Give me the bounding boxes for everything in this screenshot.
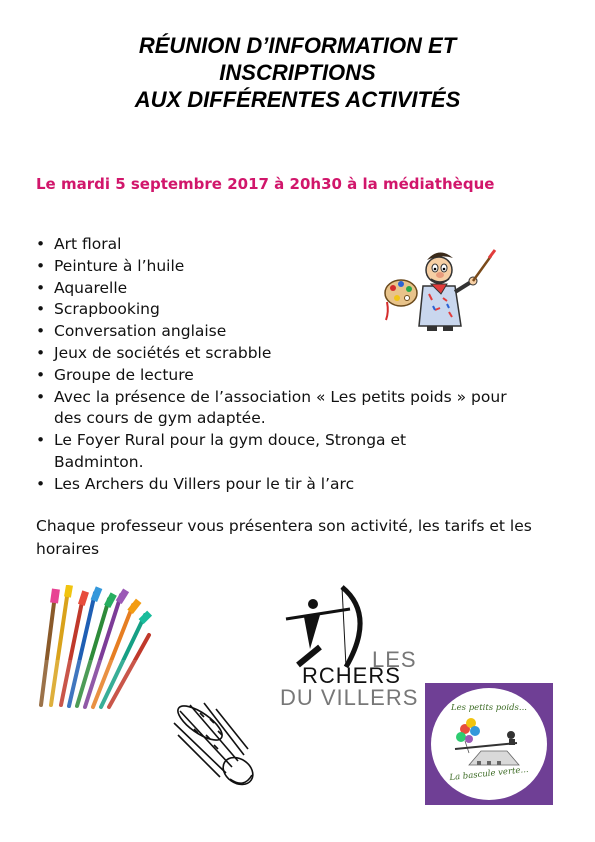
painter-icon — [383, 248, 498, 333]
archers-logo-villers: DU VILLERS — [280, 685, 419, 710]
list-item: • Art floral — [36, 234, 536, 256]
list-item: • Peinture à l’huile — [36, 256, 536, 278]
title-line-3: AUX DIFFÉRENTES ACTIVITÉS — [134, 87, 461, 112]
list-item: • Les Archers du Villers pour le tir à l’arc — [36, 474, 536, 496]
list-item: • Jeux de sociétés et scrabble — [36, 343, 536, 365]
list-item: • Le Foyer Rural pour la gym douce, Stronga et Badminton. — [36, 430, 494, 474]
petits-poids-logo — [425, 683, 553, 805]
title-line-1: RÉUNION D’INFORMATION ET — [138, 33, 457, 58]
outro-text: Chaque professeur vous présentera son activité, les tarifs et les horaires — [36, 517, 532, 558]
archers-logo-archers: RCHERS — [302, 663, 401, 688]
list-item: • Scrapbooking — [36, 299, 536, 321]
list-item: • Avec la présence de l’association « Les petits poids » pour des cours de gym adaptée. — [36, 387, 524, 431]
shuttlecock-icon — [170, 695, 270, 795]
paintbrushes-icon — [33, 585, 153, 710]
seesaw-icon — [425, 683, 553, 805]
list-item: • Groupe de lecture — [36, 365, 536, 387]
event-date: Le mardi 5 septembre 2017 à 20h30 à la médiathèque — [36, 175, 495, 193]
list-item: • Conversation anglaise — [36, 321, 536, 343]
list-item: • Aquarelle — [36, 278, 536, 300]
petits-poids-subtitle: La bascule verte... — [448, 764, 530, 784]
archers-logo-les: LES — [372, 647, 417, 672]
title-line-2: INSCRIPTIONS — [219, 60, 376, 85]
petits-poids-title: Les petits poids... — [450, 703, 527, 713]
page-title — [30, 32, 565, 113]
archers-logo — [280, 585, 419, 715]
